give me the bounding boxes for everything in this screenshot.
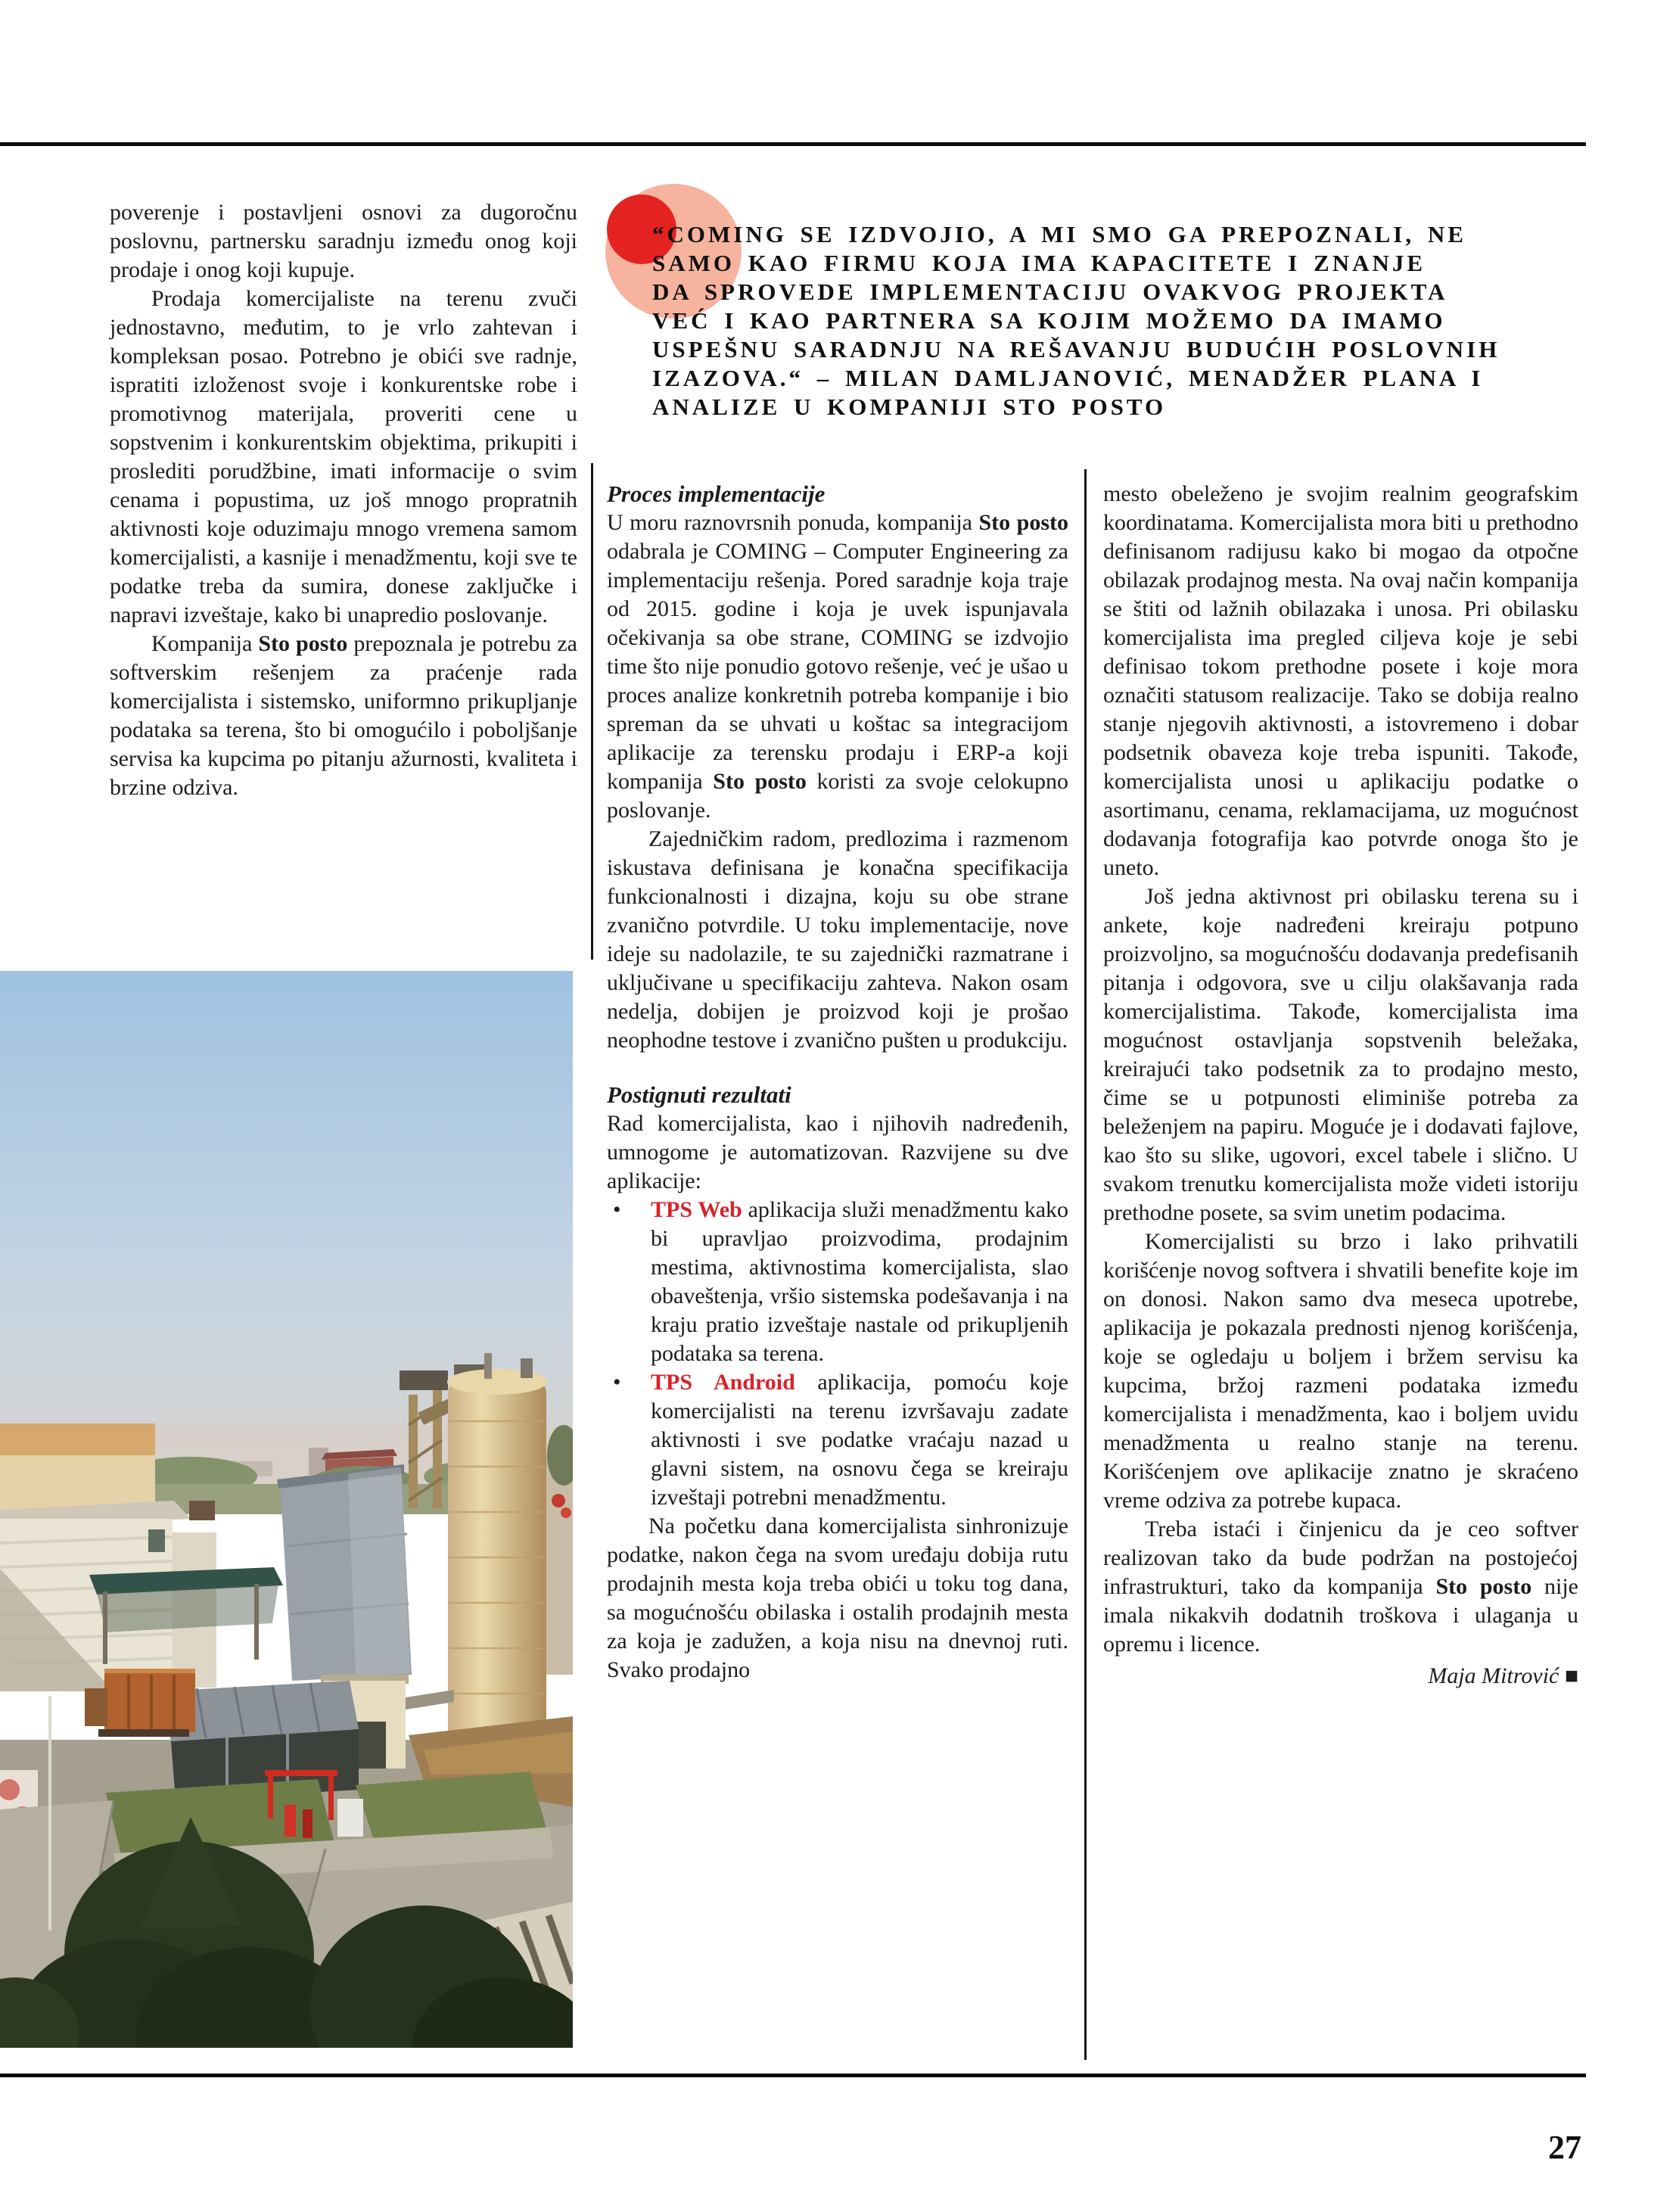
quote-line — [652, 306, 1590, 335]
bottom-rule — [0, 2074, 1586, 2077]
paragraph — [607, 1109, 1068, 1196]
text-segment: ■ — [1559, 1663, 1578, 1688]
quote-line — [652, 220, 1590, 249]
paragraph — [110, 198, 577, 285]
bullet-icon: • — [613, 1370, 621, 1395]
text-segment: IZAZOVA.“ – MILAN DAMLJANOVIĆ, MENADŽER PLANA I — [652, 365, 1484, 391]
text-segment: Zajedničkim radom, predlozima i razmenom iskustava definisana je konačna specifikacija funkcionalnosti i dizajna, koju su obe strane zvanično potvrdile. U toku implementacije, nove ideje su nadolazile, te su zajednički razmatrane i uključivane u specifikaciju zahteva. Nakon osam nedelja, dobijen je proizvod koji je prošao neophodne testove i zvanično pušten u produkciju. — [607, 826, 1068, 1053]
paragraph — [1103, 882, 1578, 1227]
byline — [1103, 1662, 1578, 1691]
top-rule — [0, 142, 1586, 146]
text-segment: odabrala je COMING – Computer Engineering za implementaciju rešenja. Pored saradnje koja traje od 2015. godine i koja je uvek ispunjavala očekivanja sa obe strane, COMING se izdvojio time što nije ponudio gotovo rešenje, već je ušao u proces analize konkretnih potreba kompanije i bio spreman da se uhvati u koštac sa integracijom aplikacije za terensku prodaju i ERP-a koji kompanija — [607, 539, 1068, 794]
quote-line — [652, 393, 1590, 422]
text-segment: “COMING SE IZDVOJIO, A MI SMO GA PREPOZNALI, NE — [652, 221, 1466, 247]
text-segment: ANALIZE U KOMPANIJI STO POSTO — [652, 394, 1167, 420]
text-segment: DA SPROVEDE IMPLEMENTACIJU OVAKVOG PROJEKTA — [652, 278, 1448, 305]
text-segment: Na početku dana komercijalista sinhronizuje podatke, nakon čega na svom uređaju dobija rutu prodajnih mesta koja treba obići u toku tog dana, sa mogućnošću obilaska i ostalih prodajnih mesta za koja je zadužen, a koja nisu na dnevnoj ruti. Svako prodajno — [607, 1514, 1068, 1682]
text-segment: USPEŠNU SARADNJU NA REŠAVANJU BUDUĆIH POSLOVNIH — [652, 336, 1500, 362]
text-segment: aplikacija služi menadžmentu kako bi upravljao proizvodima, prodajnim mestima, aktivnostima komercijalista, slao obaveštenja, vršio sistemska podešavanja i na kraju pratio izveštaje nastale od prikupljenih podataka sa terena. — [651, 1197, 1069, 1366]
paragraph — [607, 1512, 1068, 1685]
text-segment: Sto posto — [258, 631, 348, 656]
quote-line — [652, 364, 1590, 393]
text-segment: Sto posto — [713, 769, 807, 794]
text-segment: Proces implementacije — [607, 481, 826, 507]
quote-line — [652, 335, 1590, 364]
quote-line — [652, 249, 1590, 278]
text-segment: Kompanija — [151, 631, 259, 656]
text-segment: U moru raznovrsnih ponuda, kompanija — [607, 510, 979, 535]
paragraph — [1103, 1515, 1578, 1659]
text-segment: aplikacija, pomoću koje komercijalisti na terenu izvršavaju zadate aktivnosti i sve podatke vraćaju nazad u glavni sistem, na osnovu čega se kreiraju izveštaji potrebni menadžmentu. — [651, 1370, 1068, 1510]
column-right — [1103, 480, 1578, 1691]
text-segment: TPS Web — [651, 1197, 742, 1222]
text-segment: Rad komercijalista, kao i njihovih nadređenih, umnogome je automatizovan. Razvijene su dve aplikacije: — [607, 1111, 1068, 1193]
paragraph — [607, 509, 1068, 825]
text-segment: koristi za svoje celokupno poslovanje. — [607, 769, 1069, 823]
paragraph — [110, 285, 577, 630]
paragraph — [607, 825, 1068, 1055]
text-segment: Treba istaći i činjenicu da je ceo softver realizovan tako da bude podržan na postojećoj infrastrukturi, tako da kompanija — [1103, 1517, 1578, 1599]
section-heading — [607, 1081, 1068, 1109]
bullet-icon: • — [613, 1197, 621, 1222]
text-segment: VEĆ I KAO PARTNERA SA KOJIM MOŽEMO DA IMAMO — [652, 307, 1446, 334]
page-number: 27 — [1548, 2129, 1581, 2166]
section-heading — [607, 480, 1068, 509]
text-segment: Sto posto — [978, 510, 1068, 535]
text-segment: Sto posto — [1435, 1574, 1532, 1599]
text-segment: Postignuti rezultati — [607, 1081, 791, 1108]
text-segment: TPS Android — [651, 1370, 795, 1395]
text-segment: prepoznala je potrebu za softverskim rešenjem za praćenje rada komercijalista i sistemsko, uniformno prikupljanje podataka sa terena, što bi omogućilo i poboljšanje servisa ka kupcima po pitanju ažurnosti, kvaliteta i brzine odziva. — [110, 631, 577, 800]
paragraph — [607, 1196, 1068, 1368]
text-segment: Maja Mitrović — [1428, 1663, 1559, 1688]
column-separator-left — [591, 463, 593, 960]
text-segment: Još jedna aktivnost pri obilasku terena su i ankete, koje nadređeni kreiraju potpuno proizvoljno, sa mogućnošću dodavanja predefisanih pitanja i odgovora, sve u cilju olakšavanja rada komercijalistima. Takođe, komercijalista ima mogućnost ostavljanja sopstvenih beležaka, kreirajući tako podsetnik za to prodajno mesto, čime se u potpunosti eliminiše potreba za beleženjem na papiru. Moguće je i dodavati fajlove, kao što su slike, ugovori, excel tabele i slično. U svakom trenutku komercijalista može videti istoriju prethodne posete, sa svim unetim podacima. — [1103, 884, 1578, 1225]
pull-quote — [652, 220, 1590, 422]
text-segment: SAMO KAO FIRMU KOJA IMA KAPACITETE I ZNANJE — [652, 250, 1426, 276]
paragraph — [1103, 480, 1578, 882]
column-middle — [607, 480, 1068, 1685]
paragraph — [1103, 1227, 1578, 1515]
paragraph — [607, 1368, 1068, 1512]
text-segment: poverenje i postavljeni osnovi za dugoročnu poslovnu, partnersku saradnju između onog koji prodaje i onog koji kupuje. — [110, 200, 577, 282]
paragraph — [110, 630, 577, 802]
article-photo — [0, 971, 573, 2048]
text-segment: Prodaja komercijaliste na terenu zvuči jednostavno, međutim, to je vrlo zahtevan i kompleksan posao. Potrebno je obići sve radnje, ispratiti izloženost svoje i konkurentske robe i promotivnog materijala, proveriti cene u sopstvenim i konkurentskim objektima, prikupiti i proslediti porudžbine, imati informacije o svim cenama i popustima, uz još mnogo propratnih aktivnosti koje oduzimaju mnogo vremena samom komercijalisti, a kasnije i menadžmentu, koji sve te podatke treba da sumira, donese zaključke i napravi izveštaje, kako bi unapredio poslovanje. — [110, 286, 577, 627]
text-segment: Komercijalisti su brzo i lako prihvatili korišćenje novog softvera i shvatili benefite koje im on donosi. Nakon samo dva meseca upotrebe, aplikacija je pokazala prednosti njenog korišćenja, koje se ogledaju u boljem i bržem servisu ka kupcima, bržoj razmeni podataka između komercijalista i menadžmenta, kao i boljem uvidu menadžmenta u realno stanje na terenu. Korišćenjem ove aplikacije znatno je skraćeno vreme odziva za potrebe kupaca. — [1103, 1229, 1578, 1513]
column-separator-right — [1084, 469, 1087, 2060]
quote-line — [652, 278, 1590, 306]
text-segment: mesto obeleženo je svojim realnim geografskim koordinatama. Komercijalista mora biti u prethodno definisanom radijusu kako bi mogao da otpočne obilazak prodajnog mesta. Na ovaj način kompanija se štiti od lažnih obilazaka i unosa. Pri obilasku komercijalista ima pregled ciljeva koje je sebi definisao tokom prethodne posete i koje mora označiti statusom realizacije. Tako se dobija realno stanje njegovih aktivnosti, a istovremeno i dobar podsetnik obaveza koje treba ispuniti. Takođe, komercijalista unosi u aplikaciju podatke o asortimanu, cenama, reklamacijama, uz mogućnost dodavanja fotografija kao potvrde onoga što je uneto. — [1103, 481, 1578, 880]
column-left — [110, 198, 577, 802]
text-segment: nije imala nikakvih dodatnih troškova i ulaganja u opremu i licence. — [1103, 1574, 1578, 1657]
